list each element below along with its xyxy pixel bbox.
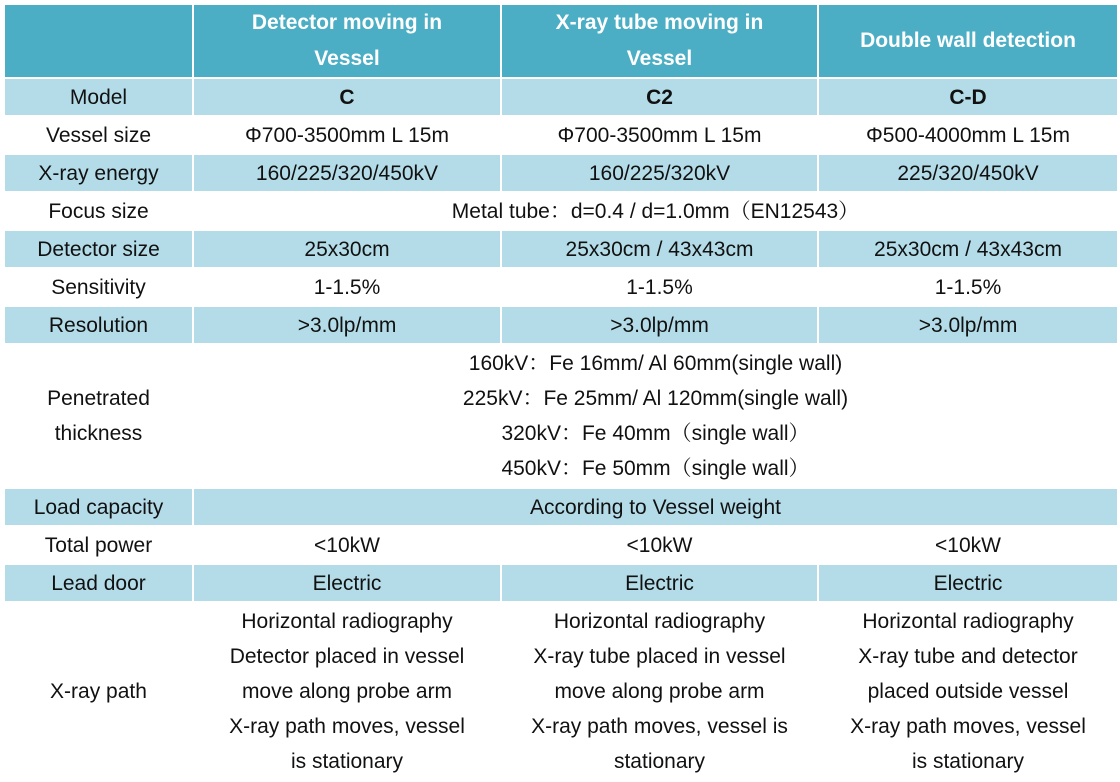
cell-line: 160kV：Fe 16mm/ Al 60mm(single wall) xyxy=(468,352,843,375)
header-col-1 xyxy=(193,4,501,78)
row-total-power xyxy=(4,526,1118,564)
cell xyxy=(818,602,1118,781)
cell-line: move along probe arm xyxy=(241,680,453,703)
row-label: Total power xyxy=(4,526,193,564)
cell: Electric xyxy=(501,564,818,602)
header-col-2 xyxy=(501,4,818,78)
cell-line: 225kV：Fe 25mm/ Al 120mm(single wall) xyxy=(462,387,849,410)
cell: Φ700-3500mm L 15m xyxy=(193,116,501,154)
row-penetrated-thickness xyxy=(4,344,1118,488)
header-col-2-line-1: X-ray tube moving in xyxy=(555,11,764,34)
row-label: Vessel size xyxy=(4,116,193,154)
cell: 25x30cm / 43x43cm xyxy=(818,230,1118,268)
row-label xyxy=(4,344,193,488)
row-detector-size xyxy=(4,230,1118,268)
row-focus-size xyxy=(4,192,1118,230)
row-lead-door xyxy=(4,564,1118,602)
row-model xyxy=(4,78,1118,116)
row-label: Focus size xyxy=(4,192,193,230)
row-label: Detector size xyxy=(4,230,193,268)
cell: >3.0lp/mm xyxy=(193,306,501,344)
cell: Electric xyxy=(818,564,1118,602)
row-load-capacity xyxy=(4,488,1118,526)
row-label: Sensitivity xyxy=(4,268,193,306)
cell: C2 xyxy=(501,78,818,116)
cell: >3.0lp/mm xyxy=(501,306,818,344)
cell: 25x30cm / 43x43cm xyxy=(501,230,818,268)
row-label: X-ray energy xyxy=(4,154,193,192)
cell: 1-1.5% xyxy=(818,268,1118,306)
cell: C-D xyxy=(818,78,1118,116)
cell: Φ500-4000mm L 15m xyxy=(818,116,1118,154)
cell: >3.0lp/mm xyxy=(818,306,1118,344)
row-vessel-size xyxy=(4,116,1118,154)
cell-line: placed outside vessel xyxy=(867,680,1069,703)
cell: 225/320/450kV xyxy=(818,154,1118,192)
header-col-3 xyxy=(818,4,1118,78)
cell: Electric xyxy=(193,564,501,602)
cell-line: X-ray path moves, vessel is xyxy=(531,715,788,738)
cell: 1-1.5% xyxy=(501,268,818,306)
cell-line: X-ray tube placed in vessel xyxy=(533,645,786,668)
cell: 1-1.5% xyxy=(193,268,501,306)
cell-line: Horizontal radiography xyxy=(862,610,1074,633)
row-label-line: thickness xyxy=(54,422,143,445)
row-label: Resolution xyxy=(4,306,193,344)
cell-line: is stationary xyxy=(911,750,1025,773)
row-label: X-ray path xyxy=(4,602,193,781)
cell: 160/225/320/450kV xyxy=(193,154,501,192)
cell xyxy=(193,602,501,781)
cell-line: Detector placed in vessel xyxy=(229,645,465,668)
cell: 160/225/320kV xyxy=(501,154,818,192)
row-resolution xyxy=(4,306,1118,344)
cell: According to Vessel weight xyxy=(193,488,1118,526)
cell xyxy=(501,602,818,781)
cell-line: 450kV：Fe 50mm（single wall） xyxy=(501,457,810,480)
cell: 25x30cm xyxy=(193,230,501,268)
cell-line: move along probe arm xyxy=(554,680,765,703)
header-col-1-line-2: Vessel xyxy=(314,47,380,70)
row-sensitivity xyxy=(4,268,1118,306)
cell-line: Horizontal radiography xyxy=(553,610,766,633)
cell: <10kW xyxy=(193,526,501,564)
row-label: Lead door xyxy=(4,564,193,602)
cell: C xyxy=(193,78,501,116)
cell-line: X-ray path moves, vessel xyxy=(850,715,1086,738)
cell: <10kW xyxy=(818,526,1118,564)
cell-line: 320kV：Fe 40mm（single wall） xyxy=(501,422,810,445)
header-col-1-line-1: Detector moving in xyxy=(251,11,443,34)
cell-line: Horizontal radiography xyxy=(241,610,453,633)
cell-line: X-ray path moves, vessel xyxy=(229,715,465,738)
row-xray-path xyxy=(4,602,1118,781)
cell: Φ700-3500mm L 15m xyxy=(501,116,818,154)
row-label: Model xyxy=(4,78,193,116)
row-label-line: Penetrated xyxy=(47,387,150,410)
cell: <10kW xyxy=(501,526,818,564)
row-label: Load capacity xyxy=(4,488,193,526)
row-xray-energy xyxy=(4,154,1118,192)
header-col-3-line-1: Double wall detection xyxy=(860,29,1076,52)
spec-table xyxy=(3,3,1119,782)
header-corner xyxy=(4,4,193,78)
header-col-2-line-2: Vessel xyxy=(626,47,693,70)
cell-line: is stationary xyxy=(290,750,404,773)
cell-line: X-ray tube and detector xyxy=(858,645,1078,668)
cell xyxy=(193,344,1118,488)
cell-line: stationary xyxy=(613,750,706,773)
cell: Metal tube：d=0.4 / d=1.0mm（EN12543） xyxy=(193,192,1118,230)
